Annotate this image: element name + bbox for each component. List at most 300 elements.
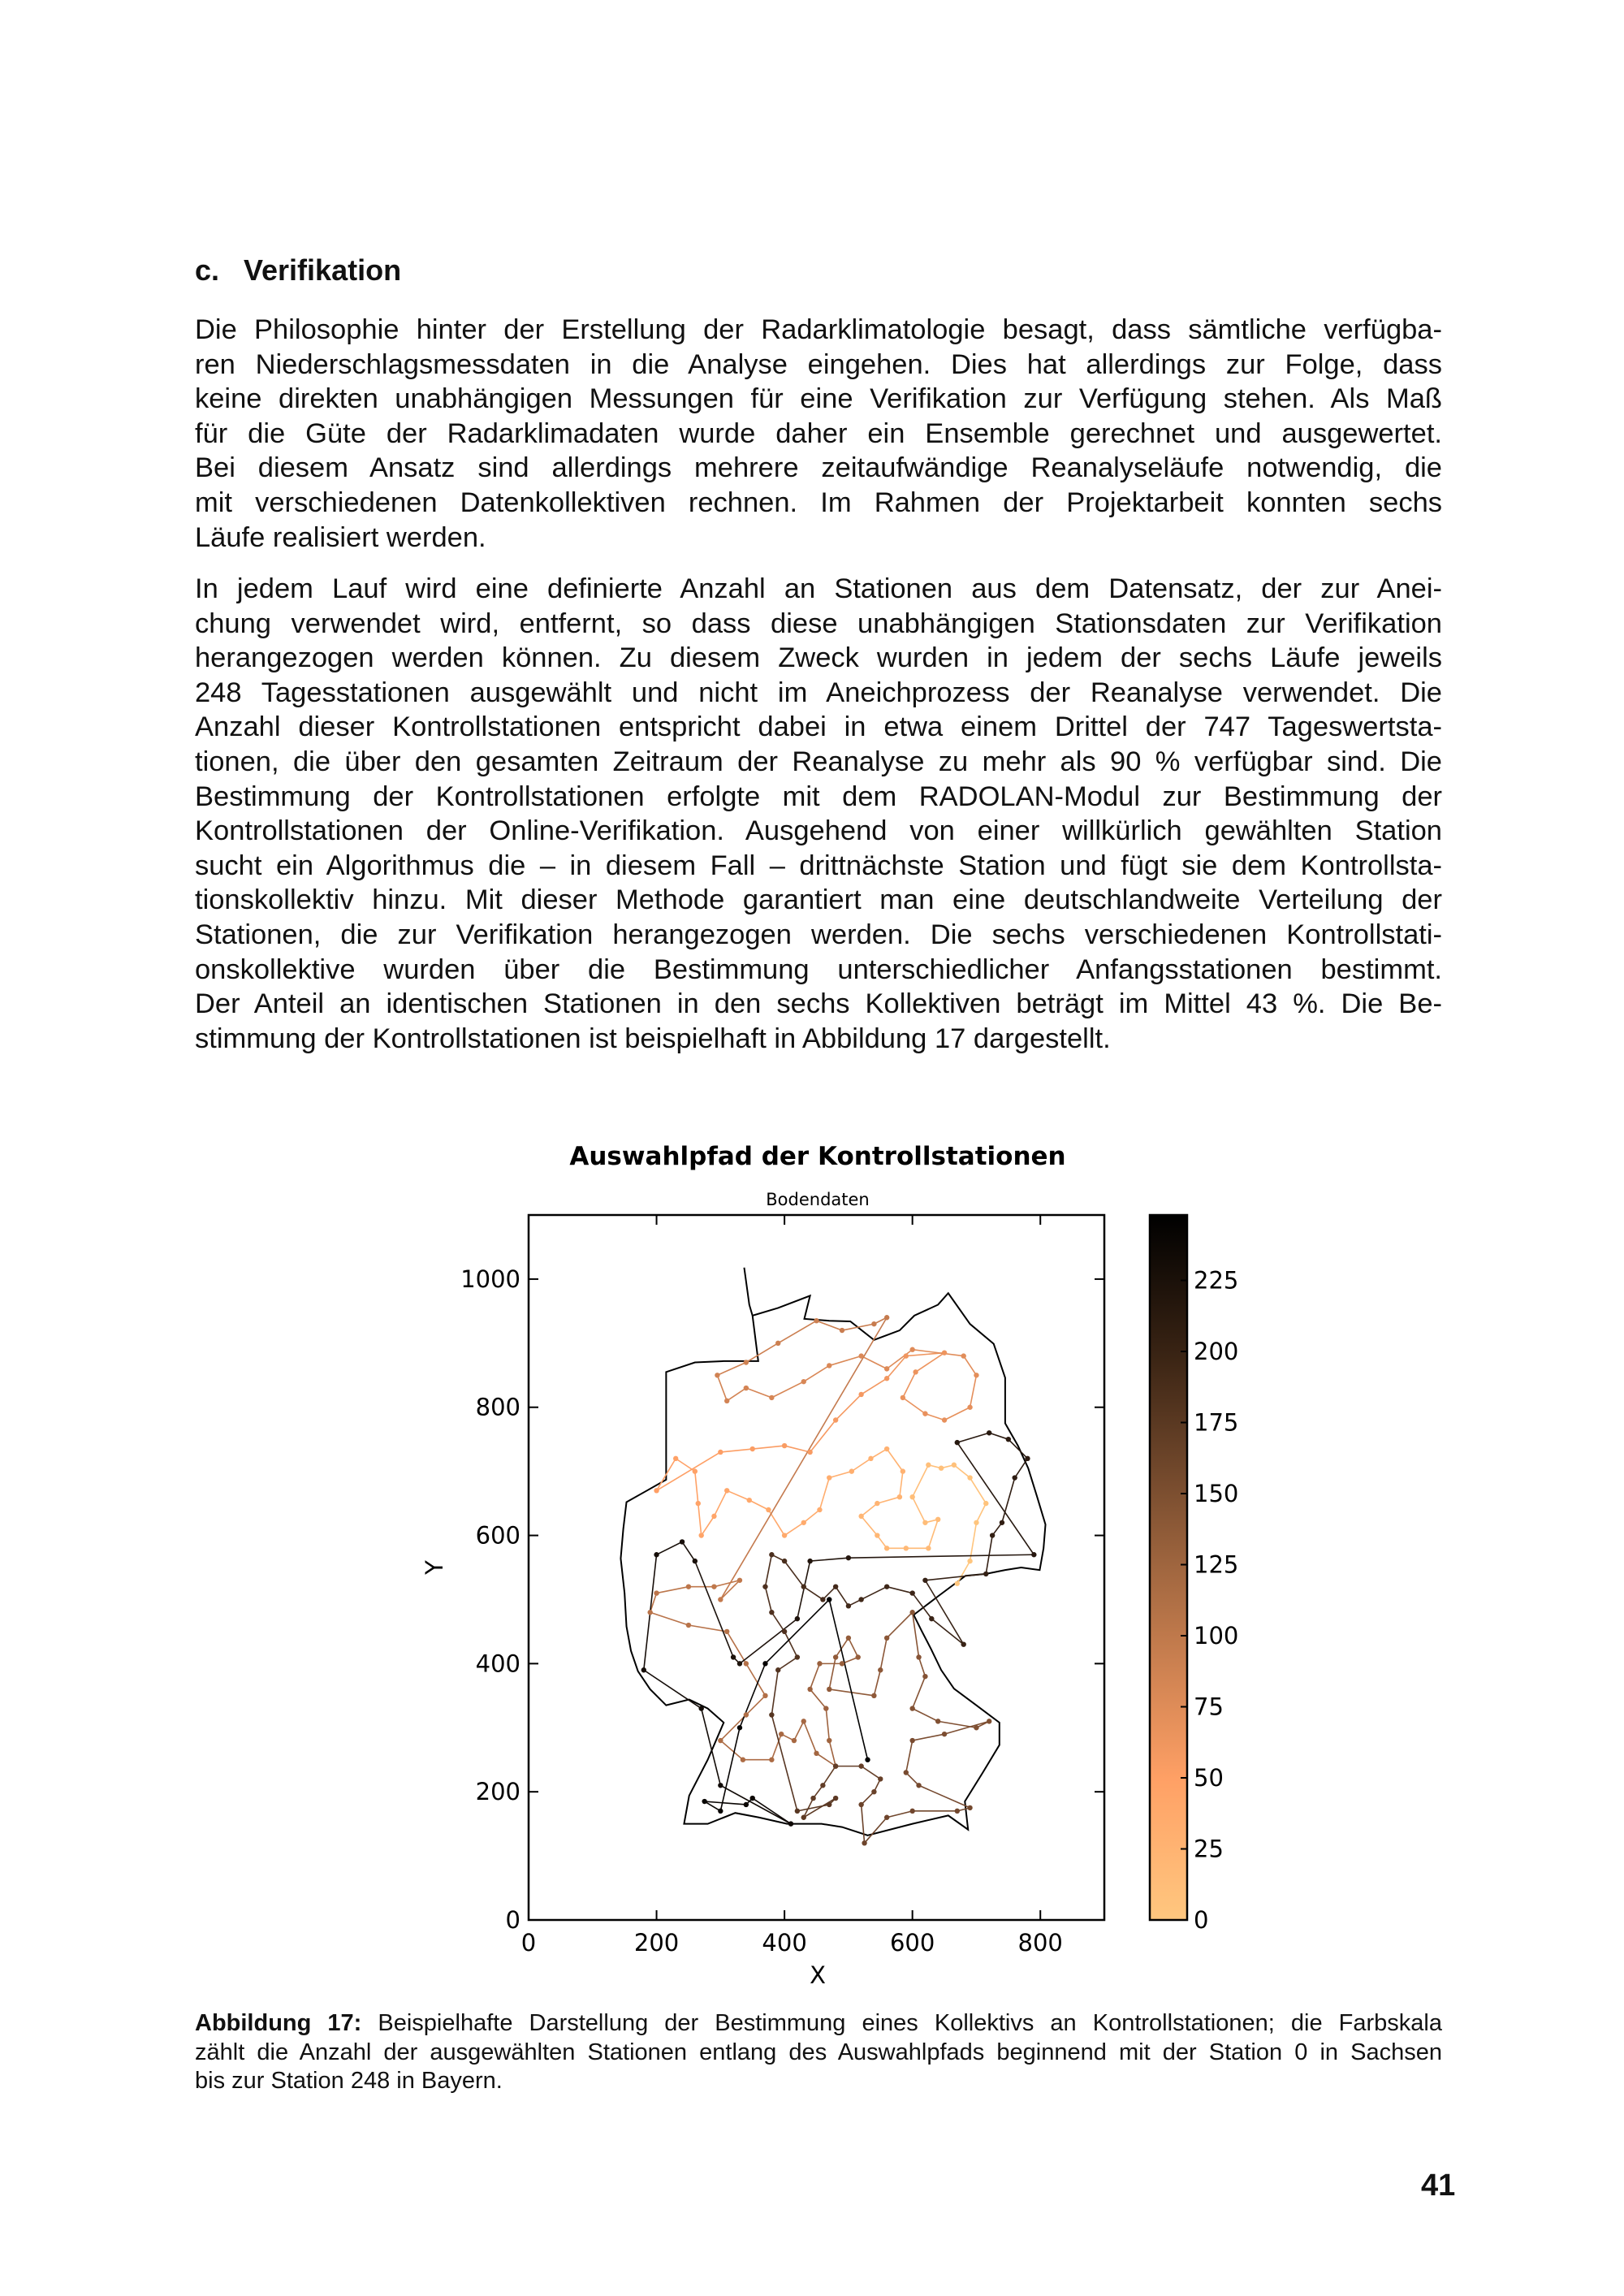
- station-point: [833, 1763, 838, 1768]
- colorbar-tick-label: 25: [1194, 1835, 1224, 1863]
- text-line: herangezogen werden können. Zu diesem Zweck wurden in jedem der sechs Läufe jeweils: [195, 642, 1442, 674]
- station-point: [922, 1674, 927, 1679]
- path-segment: [877, 1497, 900, 1503]
- path-segment: [823, 1766, 836, 1786]
- path-segment: [804, 1587, 823, 1600]
- station-point: [922, 1578, 927, 1583]
- station-point: [715, 1373, 719, 1377]
- colorbar-tick-label: 225: [1194, 1266, 1239, 1295]
- path-segment: [880, 1638, 887, 1670]
- path-segment: [913, 1734, 944, 1740]
- station-point: [693, 1468, 698, 1473]
- station-point: [750, 1796, 755, 1801]
- station-point: [955, 1440, 960, 1445]
- colorbar-tick-label: 200: [1194, 1338, 1239, 1365]
- y-axis: [460, 1265, 1104, 1934]
- station-point: [801, 1520, 806, 1525]
- path-segment: [702, 1516, 715, 1536]
- station-point: [871, 1321, 876, 1326]
- station-point: [718, 1450, 723, 1455]
- station-point: [1000, 1520, 1004, 1525]
- colorbar-tick-label: 175: [1194, 1408, 1239, 1437]
- path-segment: [826, 1709, 829, 1740]
- station-point: [987, 1430, 991, 1435]
- caption-text: Beispielhafte Darstellung der Bestimmung eines Kollektivs an Kontrollstationen; die Farbskala: [361, 2010, 1442, 2036]
- station-point: [983, 1572, 988, 1576]
- station-point: [801, 1815, 806, 1820]
- path-segment: [810, 1663, 820, 1689]
- text-line: 248 Tagesstationen ausgewählt und nicht im Aneichprozess der Reanalyse verwendet. Die: [195, 677, 1442, 708]
- path-segment: [906, 1740, 913, 1772]
- station-point: [878, 1776, 883, 1781]
- path-segment: [1009, 1439, 1028, 1459]
- station-point: [817, 1507, 822, 1512]
- chart-subtitle: Bodendaten: [766, 1190, 870, 1209]
- station-point: [814, 1751, 818, 1756]
- station-point: [718, 1738, 723, 1743]
- text-line: Bestimmung der Kontrollstationen erfolgte mit dem RADOLAN-Modul zur Bestimmung der: [195, 780, 1442, 812]
- station-point: [909, 1347, 914, 1352]
- station-point: [913, 1369, 918, 1374]
- station-point: [922, 1411, 927, 1416]
- station-point: [737, 1661, 742, 1666]
- x-tick-label: 400: [762, 1929, 807, 1957]
- path-segment: [765, 1599, 829, 1663]
- station-point: [711, 1514, 716, 1519]
- station-point: [862, 1840, 866, 1845]
- station-point: [795, 1616, 800, 1621]
- text-line: ren Niederschlagsmessdaten in die Analyse eingehen. Dies hat allerdings zur Folge, dass: [195, 348, 1442, 380]
- station-point: [744, 1661, 749, 1666]
- station-point: [718, 1809, 723, 1814]
- text-line: In jedem Lauf wird eine definierte Anzahl an Stationen aus dem Datensatz, der zur Anei-: [195, 573, 1442, 604]
- station-point: [827, 1363, 831, 1368]
- x-tick-label: 600: [889, 1929, 935, 1957]
- station-point: [952, 1463, 957, 1468]
- path-segment: [957, 1442, 1034, 1554]
- station-point: [718, 1597, 723, 1602]
- path-segment: [784, 1561, 804, 1587]
- station-point: [782, 1559, 787, 1563]
- path-segment: [1002, 1478, 1015, 1523]
- germany-outline: [620, 1268, 1045, 1836]
- station-point: [801, 1584, 806, 1589]
- station-point: [935, 1719, 940, 1723]
- y-tick-label: 600: [475, 1521, 520, 1550]
- station-point: [779, 1732, 784, 1736]
- station-point: [833, 1417, 838, 1422]
- station-point: [737, 1725, 742, 1730]
- station-point: [858, 1514, 863, 1519]
- path-segment: [698, 1503, 702, 1535]
- station-point: [865, 1758, 870, 1762]
- station-point: [955, 1809, 960, 1814]
- station-point: [858, 1597, 863, 1602]
- colorbar-tick-label: 50: [1194, 1764, 1224, 1792]
- station-point: [833, 1584, 838, 1589]
- path-segment: [657, 1587, 689, 1593]
- path-segment: [906, 1773, 919, 1786]
- station-point: [974, 1373, 978, 1377]
- path-segment: [810, 1689, 827, 1709]
- path-segment: [714, 1490, 727, 1516]
- station-point: [807, 1687, 812, 1692]
- path-segment: [836, 1587, 849, 1606]
- station-point: [801, 1379, 806, 1384]
- text-line: sucht ein Algorithmus die – in diesem Fall – drittnächste Station und fügt sie dem Kontrollsta-: [195, 850, 1442, 881]
- station-point: [769, 1552, 774, 1557]
- text-line: Läufe realisiert werden.: [195, 521, 486, 553]
- path-segment: [794, 1721, 804, 1740]
- station-point: [840, 1661, 844, 1666]
- station-point: [840, 1328, 844, 1333]
- y-tick-label: 1000: [460, 1265, 520, 1293]
- path-segment: [919, 1657, 926, 1676]
- station-point: [904, 1546, 909, 1550]
- station-point: [744, 1712, 749, 1717]
- station-point: [762, 1584, 767, 1589]
- station-point: [884, 1546, 889, 1550]
- caption-line: zählt die Anzahl der ausgewählten Stationen entlang des Auswahlpfads beginnend mit der Station 0 in Sachsen: [195, 2039, 1442, 2065]
- station-point: [904, 1353, 909, 1358]
- station-point: [884, 1584, 889, 1589]
- path-segment: [753, 1446, 784, 1449]
- station-point: [856, 1654, 861, 1659]
- station-point: [827, 1597, 831, 1602]
- path-segment: [903, 1398, 926, 1414]
- station-point: [884, 1446, 889, 1451]
- path-segment: [717, 1375, 727, 1401]
- station-point: [909, 1610, 914, 1615]
- station-point: [909, 1809, 914, 1814]
- station-point: [737, 1578, 742, 1583]
- station-point: [724, 1629, 729, 1634]
- path-segment: [862, 1766, 881, 1779]
- colorbar-tick-label: 150: [1194, 1480, 1239, 1507]
- station-point: [868, 1456, 873, 1461]
- path-segment: [727, 1388, 746, 1401]
- station-point: [782, 1629, 787, 1634]
- path-segment: [913, 1465, 929, 1497]
- station-point: [724, 1488, 729, 1493]
- y-tick-label: 400: [475, 1650, 520, 1678]
- station-point: [731, 1654, 736, 1659]
- station-point: [942, 1417, 947, 1422]
- path-segment: [887, 1587, 913, 1593]
- text-line: Stationen, die zur Verifikation herangezogen werden. Die sechs verschiedenen Kontrollstati-: [195, 919, 1442, 950]
- station-point: [833, 1796, 838, 1801]
- y-axis-label: Y: [421, 1560, 448, 1575]
- path-segment: [717, 1362, 745, 1375]
- station-point: [744, 1802, 749, 1807]
- station-point: [654, 1488, 659, 1493]
- colorbar: [1150, 1215, 1187, 1920]
- station-point: [769, 1395, 774, 1400]
- path-segment: [705, 1801, 746, 1805]
- text-line: Die Philosophie hinter der Erstellung der Radarklimatologie besagt, dass sämtliche verfügba-: [195, 314, 1442, 345]
- station-point: [1031, 1552, 1036, 1557]
- path-segment: [746, 1388, 772, 1398]
- path-segment: [746, 1343, 778, 1363]
- station-point: [942, 1350, 947, 1355]
- station-point: [647, 1610, 652, 1615]
- station-point: [827, 1687, 831, 1692]
- path-segment: [829, 1657, 836, 1688]
- station-point: [858, 1763, 863, 1768]
- path-segment: [784, 1632, 797, 1658]
- path-segment: [797, 1805, 829, 1811]
- path-segment: [944, 1407, 970, 1420]
- station-point: [849, 1468, 854, 1473]
- station-point: [747, 1498, 752, 1503]
- station-point: [875, 1501, 879, 1506]
- path-segment: [771, 1670, 778, 1714]
- path-segment: [810, 1558, 849, 1561]
- path-segment: [695, 1561, 733, 1657]
- station-point: [750, 1446, 755, 1451]
- path-segment: [986, 1536, 992, 1574]
- station-point: [762, 1661, 767, 1666]
- path-segment: [1015, 1459, 1028, 1478]
- path-segment: [727, 1490, 749, 1500]
- path-segment: [695, 1472, 698, 1503]
- station-point: [810, 1796, 815, 1801]
- path-segment: [849, 1554, 1034, 1558]
- station-point: [673, 1456, 678, 1461]
- station-point: [967, 1405, 972, 1410]
- station-point: [769, 1758, 774, 1762]
- text-line: Anzahl dieser Kontrollstationen entspricht dabei in etwa einem Drittel der 747 Tageswertsta-: [195, 711, 1442, 743]
- x-tick-label: 0: [520, 1929, 537, 1957]
- station-point: [846, 1555, 851, 1560]
- path-segment: [819, 1478, 829, 1510]
- y-tick-label: 200: [475, 1778, 520, 1806]
- path-segment: [682, 1541, 695, 1561]
- path-segment: [765, 1587, 771, 1613]
- path-segment: [771, 1612, 784, 1632]
- path-segment: [928, 1520, 938, 1549]
- y-tick-label: 0: [505, 1906, 520, 1934]
- station-point: [909, 1590, 914, 1595]
- station-point: [641, 1667, 646, 1672]
- path-segment: [771, 1714, 797, 1810]
- chart-title: Auswahlpfad der Kontrollstationen: [569, 1142, 1066, 1171]
- path-segment: [849, 1638, 858, 1658]
- path-segment: [874, 1670, 880, 1696]
- station-point: [901, 1468, 905, 1473]
- path-segment: [887, 1350, 913, 1369]
- station-point: [939, 1465, 944, 1470]
- station-point: [871, 1789, 876, 1794]
- station-point: [762, 1693, 767, 1698]
- station-point: [1025, 1456, 1030, 1461]
- text-line: stimmung der Kontrollstationen ist beispielhaft in Abbildung 17 dargestellt.: [195, 1023, 1111, 1054]
- path-segment: [804, 1365, 830, 1381]
- x-tick-label: 800: [1017, 1929, 1063, 1957]
- text-line: Bei diesem Ansatz sind allerdings mehrere zeitaufwändige Reanalyseläufe notwendig, die: [195, 452, 1442, 484]
- station-point: [775, 1341, 780, 1346]
- path-segment: [749, 1500, 769, 1510]
- station-point: [922, 1520, 927, 1525]
- station-point: [974, 1725, 978, 1730]
- path-segment: [976, 1503, 986, 1523]
- station-point: [654, 1590, 659, 1595]
- text-line: für die Güte der Radarklimadaten wurde daher ein Ensemble gerechnet und ausgewertet.: [195, 417, 1442, 449]
- figure-caption: [195, 2009, 1442, 2096]
- path-segment: [720, 1785, 791, 1823]
- station-point: [897, 1494, 902, 1499]
- path-segment: [957, 1561, 970, 1584]
- station-point: [929, 1616, 934, 1621]
- station-point: [904, 1770, 909, 1775]
- text-line: tionskollektiv hinzu. Mit dieser Methode garantiert man eine deutschlandweite Verteilung der: [195, 884, 1442, 916]
- text-line: chung verwendet wird, entfernt, so dass diese unabhängigen Stationsdaten zur Verifikation: [195, 608, 1442, 639]
- station-point: [942, 1732, 947, 1736]
- station-point: [909, 1706, 914, 1710]
- station-point: [817, 1661, 822, 1666]
- station-point: [686, 1584, 691, 1589]
- path-segment: [746, 1663, 766, 1695]
- path-segment: [925, 1580, 963, 1645]
- station-point: [901, 1395, 905, 1400]
- path-segment: [887, 1612, 913, 1638]
- colorbar-ticks: [1181, 1267, 1238, 1935]
- path-segment: [913, 1593, 932, 1619]
- path-segment: [925, 1414, 944, 1420]
- station-point: [686, 1623, 691, 1628]
- station-point: [983, 1501, 988, 1506]
- station-point: [967, 1475, 972, 1480]
- station-point: [792, 1738, 797, 1743]
- station-point: [961, 1641, 965, 1646]
- station-point: [875, 1533, 879, 1537]
- station-point: [926, 1463, 931, 1468]
- station-point: [827, 1802, 831, 1807]
- station-point: [846, 1603, 851, 1608]
- station-point: [807, 1559, 812, 1563]
- path-segment: [829, 1472, 852, 1478]
- section-title: Verifikation: [244, 253, 402, 287]
- path-segment: [903, 1372, 916, 1398]
- station-point: [699, 1706, 704, 1710]
- path-segment: [852, 1459, 871, 1472]
- station-point: [711, 1584, 716, 1589]
- path-segment: [862, 1378, 888, 1394]
- path-segment: [862, 1792, 875, 1805]
- station-point: [846, 1636, 851, 1641]
- station-point: [967, 1559, 972, 1563]
- station-point: [871, 1693, 876, 1698]
- colorbar-tick-label: 100: [1194, 1622, 1239, 1650]
- path-segment: [765, 1554, 771, 1586]
- station-point: [724, 1399, 729, 1403]
- station-point: [827, 1475, 831, 1480]
- station-point: [1013, 1475, 1017, 1480]
- station-point: [926, 1546, 931, 1550]
- station-point: [820, 1597, 825, 1602]
- plot-area: [620, 1268, 1045, 1846]
- station-point: [884, 1815, 889, 1820]
- path-segment: [702, 1709, 721, 1786]
- station-point: [833, 1654, 838, 1659]
- path-segment: [862, 1503, 878, 1516]
- path-segment: [862, 1516, 878, 1536]
- path-segment: [900, 1472, 903, 1498]
- text-line: keine direkten unabhängigen Messungen für eine Verifikation zur Verfügung stehen. Als Maß: [195, 383, 1442, 415]
- path-segment: [778, 1657, 797, 1670]
- path-segment: [862, 1587, 888, 1600]
- station-point: [795, 1809, 800, 1814]
- station-point: [955, 1581, 960, 1586]
- station-point: [744, 1360, 749, 1364]
- path-segment: [865, 1818, 888, 1844]
- caption-line: [195, 2009, 1442, 2039]
- station-point: [987, 1719, 991, 1723]
- station-point: [820, 1783, 825, 1788]
- path-segment: [870, 1449, 887, 1459]
- station-point: [801, 1719, 806, 1723]
- station-point: [775, 1667, 780, 1672]
- station-point: [884, 1315, 889, 1320]
- path-segment: [842, 1324, 874, 1330]
- station-point: [680, 1539, 685, 1544]
- path-segment: [784, 1446, 810, 1452]
- path-segment: [964, 1356, 977, 1376]
- path-segment: [720, 1740, 743, 1760]
- path-segment: [720, 1449, 752, 1452]
- text-line: onskollektive wurden über die Bestimmung unterschiedlicher Anfangsstationen bestimmt.: [195, 953, 1442, 985]
- station-point: [744, 1386, 749, 1390]
- path-segment: [913, 1676, 926, 1708]
- path-segment: [804, 1721, 817, 1753]
- station-point: [878, 1667, 883, 1672]
- path-segment: [804, 1510, 820, 1523]
- station-point: [788, 1821, 793, 1826]
- station-point: [967, 1805, 972, 1810]
- station-point: [741, 1758, 745, 1762]
- path-segment: [784, 1523, 804, 1536]
- path-segment: [650, 1612, 689, 1625]
- caption-label: Abbildung 17:: [195, 2010, 362, 2036]
- colorbar-tick-label: 0: [1194, 1906, 1209, 1934]
- station-point: [766, 1507, 771, 1512]
- x-axis: [521, 1215, 1063, 1957]
- station-point: [935, 1517, 940, 1522]
- path-segment: [862, 1356, 888, 1369]
- station-point: [909, 1738, 914, 1743]
- station-point: [858, 1353, 863, 1358]
- station-point: [909, 1494, 914, 1499]
- path-segment: [916, 1353, 944, 1373]
- station-point: [718, 1783, 723, 1788]
- station-point: [974, 1520, 978, 1525]
- page-number: 41: [1421, 2168, 1456, 2203]
- path-segment: [913, 1497, 926, 1523]
- x-tick-label: 200: [633, 1929, 680, 1957]
- path-segment: [887, 1449, 903, 1472]
- station-point: [858, 1802, 863, 1807]
- caption-line: bis zur Station 248 in Bayern.: [195, 2068, 503, 2094]
- path-segment: [925, 1574, 986, 1580]
- path-segment: [957, 1433, 989, 1442]
- station-point: [1006, 1437, 1011, 1442]
- colorbar-tick-label: 75: [1194, 1693, 1224, 1721]
- path-segment: [862, 1805, 865, 1843]
- station-point: [795, 1654, 800, 1659]
- station-point: [769, 1712, 774, 1717]
- x-axis-label: X: [810, 1961, 826, 1989]
- path-segment: [954, 1465, 970, 1478]
